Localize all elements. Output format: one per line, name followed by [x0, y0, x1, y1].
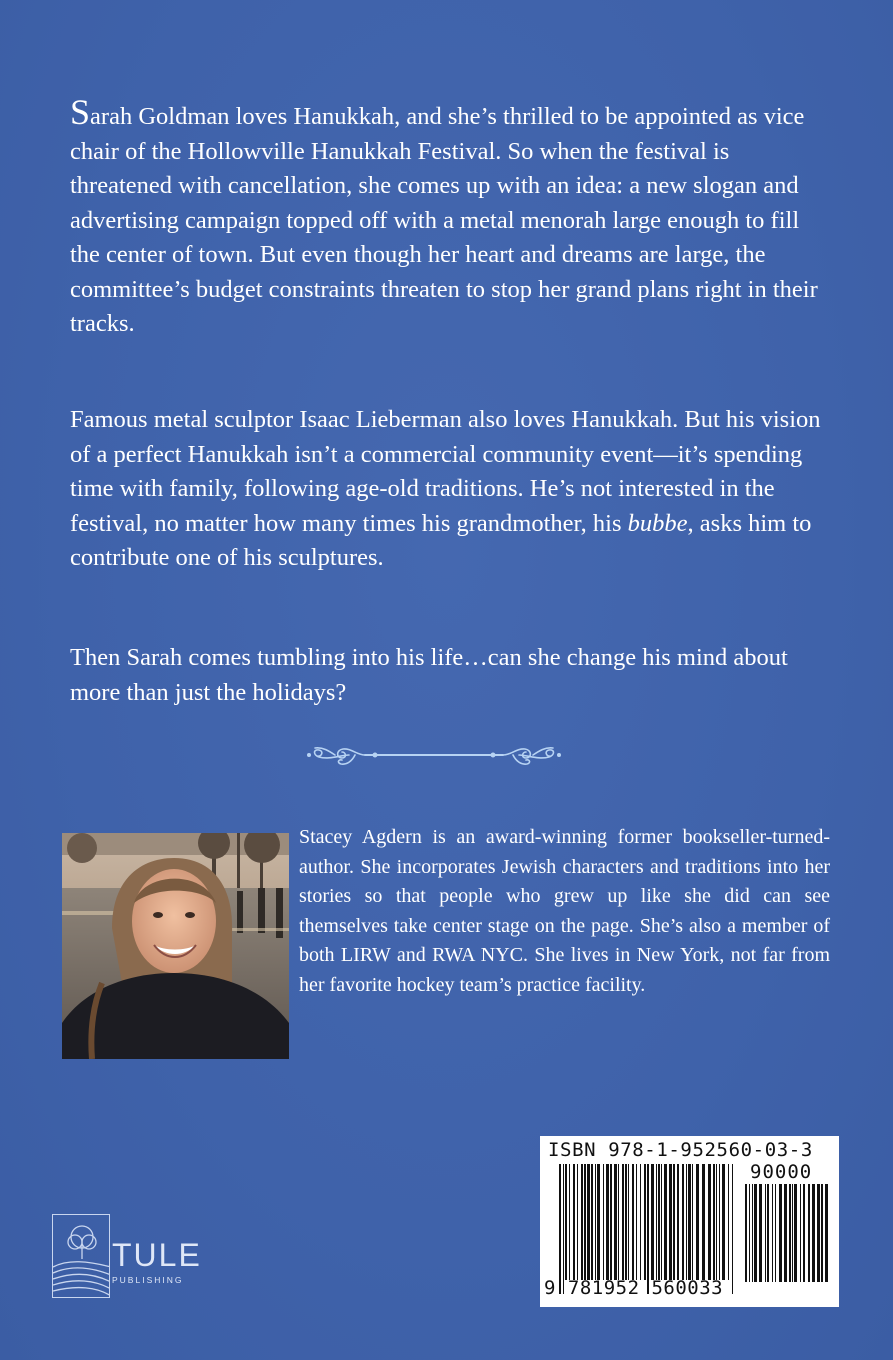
ornamental-divider-icon — [305, 738, 563, 772]
barcode-bar — [640, 1164, 641, 1280]
barcode-bar — [636, 1164, 637, 1280]
barcode-bar — [794, 1184, 797, 1282]
barcode-bar — [749, 1184, 750, 1282]
price-code: 90000 — [750, 1161, 813, 1183]
barcode-bar — [767, 1184, 769, 1282]
barcode-bar — [722, 1164, 725, 1280]
barcode-bar — [716, 1164, 717, 1280]
barcode-bar — [682, 1164, 684, 1280]
drop-cap: S — [70, 92, 91, 132]
ean-barcode-bars — [559, 1164, 735, 1294]
isbn-label: ISBN 978-1-952560-03-3 — [548, 1139, 813, 1161]
barcode-bar — [719, 1164, 720, 1280]
barcode-bar — [614, 1164, 617, 1280]
barcode-bar — [573, 1164, 575, 1280]
blurb-paragraph-2-text-start: Famous metal sculptor Isaac Lieberman also loves Hanukkah. But his vision of a perfect Hanukkah isn’t a commercial community event—it’s spending time with family, following age-old traditions. He’s not interested in the festival, no matter how many times his grandmother, his — [70, 406, 821, 537]
barcode-bar — [618, 1164, 619, 1280]
barcode-bar — [559, 1164, 561, 1294]
barcode-bar — [775, 1184, 776, 1282]
barcode-bar — [651, 1164, 654, 1280]
barcode-bar — [658, 1164, 660, 1280]
blurb-paragraph-3: Then Sarah comes tumbling into his life…can she change his mind about more than just the holidays? — [70, 644, 788, 706]
barcode-bar — [692, 1164, 693, 1280]
barcode-bar — [595, 1164, 596, 1280]
barcode-bar — [632, 1164, 634, 1280]
publisher-name: TULE — [112, 1237, 202, 1273]
barcode-bar — [656, 1164, 657, 1280]
barcode-bar — [752, 1184, 753, 1282]
barcode-bar — [713, 1164, 715, 1280]
barcode-bar — [647, 1164, 649, 1294]
barcode-bar — [808, 1184, 810, 1282]
blurb-italic-word: bubbe — [627, 509, 688, 537]
barcode-bar — [765, 1184, 766, 1282]
barcode-bar — [779, 1184, 782, 1282]
blurb-paragraph-1-text: arah Goldman loves Hanukkah, and she’s thrilled to be appointed as vice chair of the Hollowville Hanukkah Festival. So when the festival is threatened with cancellation, she comes up with an idea: a new slogan and advertising campaign topped off with a metal menorah large enough to fill the center of town. But even though her heart and dreams are large, the committee’s budget constraints threaten to stop her grand plans right in their tracks. — [70, 103, 818, 337]
barcode-bar — [784, 1184, 787, 1282]
author-bio: Stacey Agdern is an award-winning former bookseller-turned-author. She incorporates Jewish characters and traditions into her stories so that people who grew up like she did can see themselves take center stage on the page. She’s also a member of both LIRW and RWA NYC. She lives in New York, not far from her favorite hockey team’s practice facility. — [299, 826, 830, 996]
barcode-bar — [754, 1184, 757, 1282]
barcode-bar — [792, 1184, 793, 1282]
barcode-bar — [759, 1184, 762, 1282]
barcode-bar — [581, 1164, 583, 1280]
barcode-bar — [587, 1164, 590, 1280]
barcode-bar — [696, 1164, 699, 1280]
blurb-paragraph-2-text-end: , asks him to contribute one of his sculptures. — [70, 509, 812, 571]
barcode-bar — [688, 1164, 691, 1280]
barcode-bar — [628, 1164, 629, 1280]
barcode-bar — [591, 1164, 593, 1280]
barcode-bar — [825, 1184, 828, 1282]
barcode-bar — [677, 1164, 679, 1280]
barcode-bar — [622, 1164, 624, 1280]
tree-landscape-icon — [53, 1215, 110, 1298]
isbn-barcode — [540, 1136, 839, 1307]
author-photo — [62, 833, 289, 1059]
barcode-bar — [728, 1164, 729, 1280]
barcode-bar — [669, 1164, 672, 1280]
barcode-bar — [597, 1164, 600, 1280]
barcode-bar — [563, 1164, 564, 1294]
barcode-bar — [569, 1164, 570, 1280]
barcode-bar — [686, 1164, 687, 1280]
barcode-bar — [772, 1184, 773, 1282]
barcode-bar — [661, 1164, 662, 1280]
barcode-bar — [803, 1184, 805, 1282]
barcode-bar — [745, 1184, 747, 1282]
barcode-bar — [702, 1164, 705, 1280]
addon-barcode-bars — [745, 1184, 829, 1296]
barcode-bar — [644, 1164, 646, 1280]
barcode-bar — [732, 1164, 733, 1294]
publisher-tagline: PUBLISHING — [112, 1275, 184, 1285]
barcode-bar — [800, 1184, 801, 1282]
barcode-bar — [664, 1164, 667, 1280]
author-portrait-image — [62, 833, 289, 1059]
barcode-bar — [625, 1164, 627, 1280]
publisher-emblem — [52, 1214, 110, 1298]
barcode-bar — [812, 1184, 815, 1282]
barcode-bar — [610, 1164, 612, 1280]
barcode-bar — [817, 1184, 820, 1282]
barcode-bar — [584, 1164, 586, 1280]
ean-digits: 9 781952 560033 — [544, 1277, 724, 1299]
barcode-bar — [821, 1184, 823, 1282]
barcode-bar — [577, 1164, 578, 1280]
barcode-bar — [789, 1184, 791, 1282]
barcode-bar — [603, 1164, 604, 1280]
barcode-bar — [708, 1164, 711, 1280]
barcode-bar — [565, 1164, 567, 1280]
barcode-bar — [606, 1164, 609, 1280]
blurb-paragraph-1 — [70, 92, 825, 342]
barcode-bar — [673, 1164, 675, 1280]
blurb-paragraph-2 — [70, 403, 825, 576]
publisher-logo — [52, 1214, 222, 1300]
